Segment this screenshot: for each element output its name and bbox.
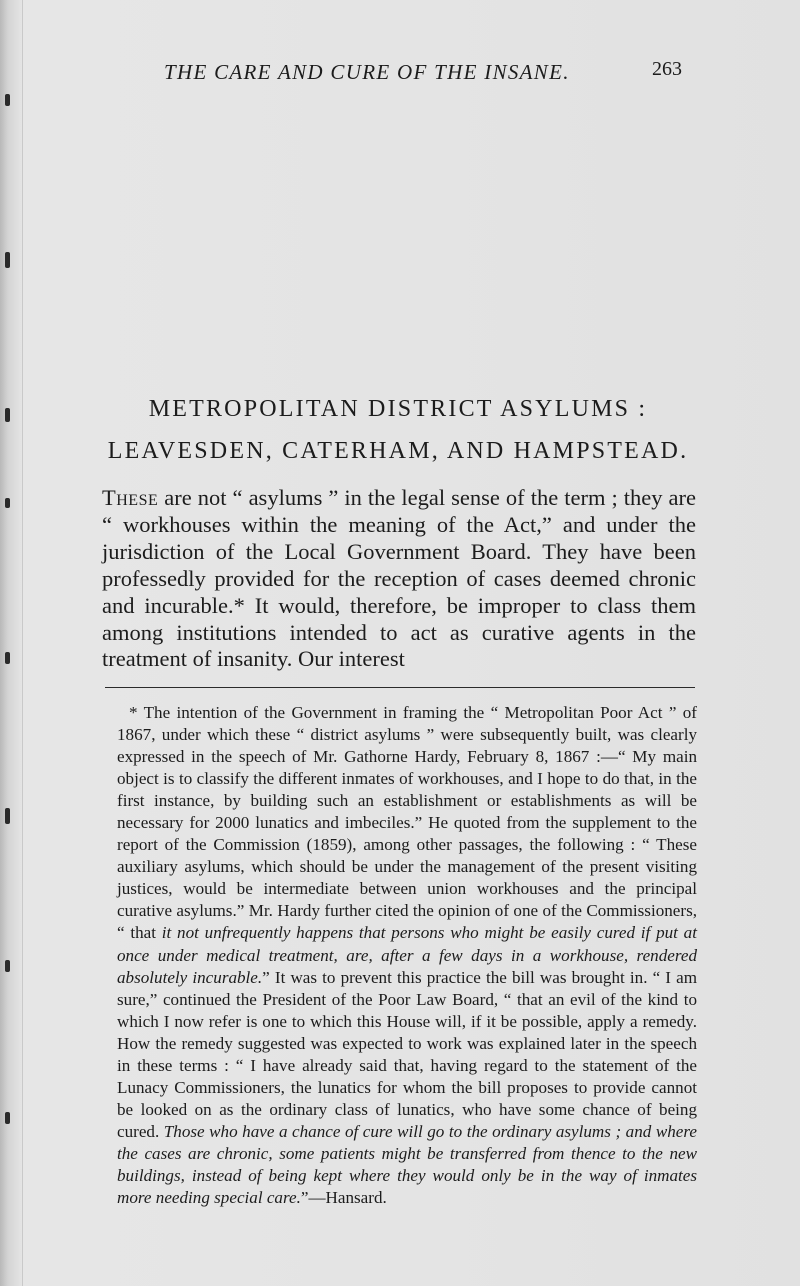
binding-stitch: [5, 94, 10, 106]
footnote-text: ” It was to prevent this practice the bill was brought in. “ I am sure,” continued the President of the Poor Law Board, “ that an evil of the kind to which I now refer is one to which this House will, if it be possible, apply a remedy. How the remedy suggested was expected to work was explained later in the speech in these terms : “ I have already said that, having regard to the statement of the Lunacy Commissioners, the lunatics for whom the bill proposes to provide cannot be looked on as the ordinary class of lunatics, who have some chance of being cured.: [117, 967, 697, 1141]
binding-stitch: [5, 960, 10, 972]
article-title-line-2: LEAVESDEN, CATERHAM, AND HAMPSTEAD.: [107, 438, 689, 464]
lead-word: These: [102, 485, 159, 510]
article-body-paragraph: [102, 485, 696, 673]
binding-gutter: [0, 0, 23, 1286]
page-number: 263: [652, 58, 682, 80]
footnote-text: * The intention of the Government in framing the “ Metropolitan Poor Act ” of 1867, under which these “ district asylums ” were subsequently built, was clearly expressed in the speech of Mr. Gathorne Hardy, February 8, 1867 :—“ My main object is to classify the different inmates of workhouses, and I hope to do that, in the first instance, by building such an establishment or establishments as will be necessary for 2000 lunatics and imbeciles.” He quoted from the supplement to the report of the Commission (1859), among other passages, the following : “ These auxiliary asylums, which should be under the management of the present visiting justices, would be intermediate between union workhouses and the principal curative asylums.” Mr. Hardy further cited the opinion of one of the Commissioners, “ that: [117, 703, 697, 943]
footnote: [117, 702, 697, 1209]
binding-stitch: [5, 1112, 10, 1124]
running-head: [100, 58, 696, 92]
running-head-title: THE CARE AND CURE OF THE INSANE.: [164, 60, 570, 84]
binding-stitch: [5, 408, 10, 422]
footnote-divider: [105, 687, 695, 688]
footnote-italic-quote: it not unfrequently happens that persons who might be easily cured if put at once under medical treatment, are, after a few days in a workhouse, rendered absolutely incurable.: [117, 923, 697, 987]
binding-stitch: [5, 652, 10, 664]
binding-stitch: [5, 808, 10, 824]
article-title-line-1: METROPOLITAN DISTRICT ASYLUMS :: [148, 396, 648, 422]
binding-stitch: [5, 252, 10, 268]
footnote-source: ”—Hansard.: [300, 1188, 387, 1208]
binding-stitch: [5, 498, 10, 508]
article-body-text: are not “ asylums ” in the legal sense of the term ; they are “ workhouses within the meaning of the Act,” and under the jurisdiction of the Local Government Board. They have been professedly provided for the reception of cases deemed chronic and incurable.* It would, therefore, be improper to class them among institutions intended to act as curative agents in the treatment of insanity. Our interest: [102, 485, 696, 672]
footnote-italic-quote: Those who have a chance of cure will go to the ordinary asylums ; and where the cases are chronic, some patients might be transferred from thence to the new buildings, instead of being kept where they would only be in the way of inmates more needing special care.: [117, 1121, 697, 1208]
